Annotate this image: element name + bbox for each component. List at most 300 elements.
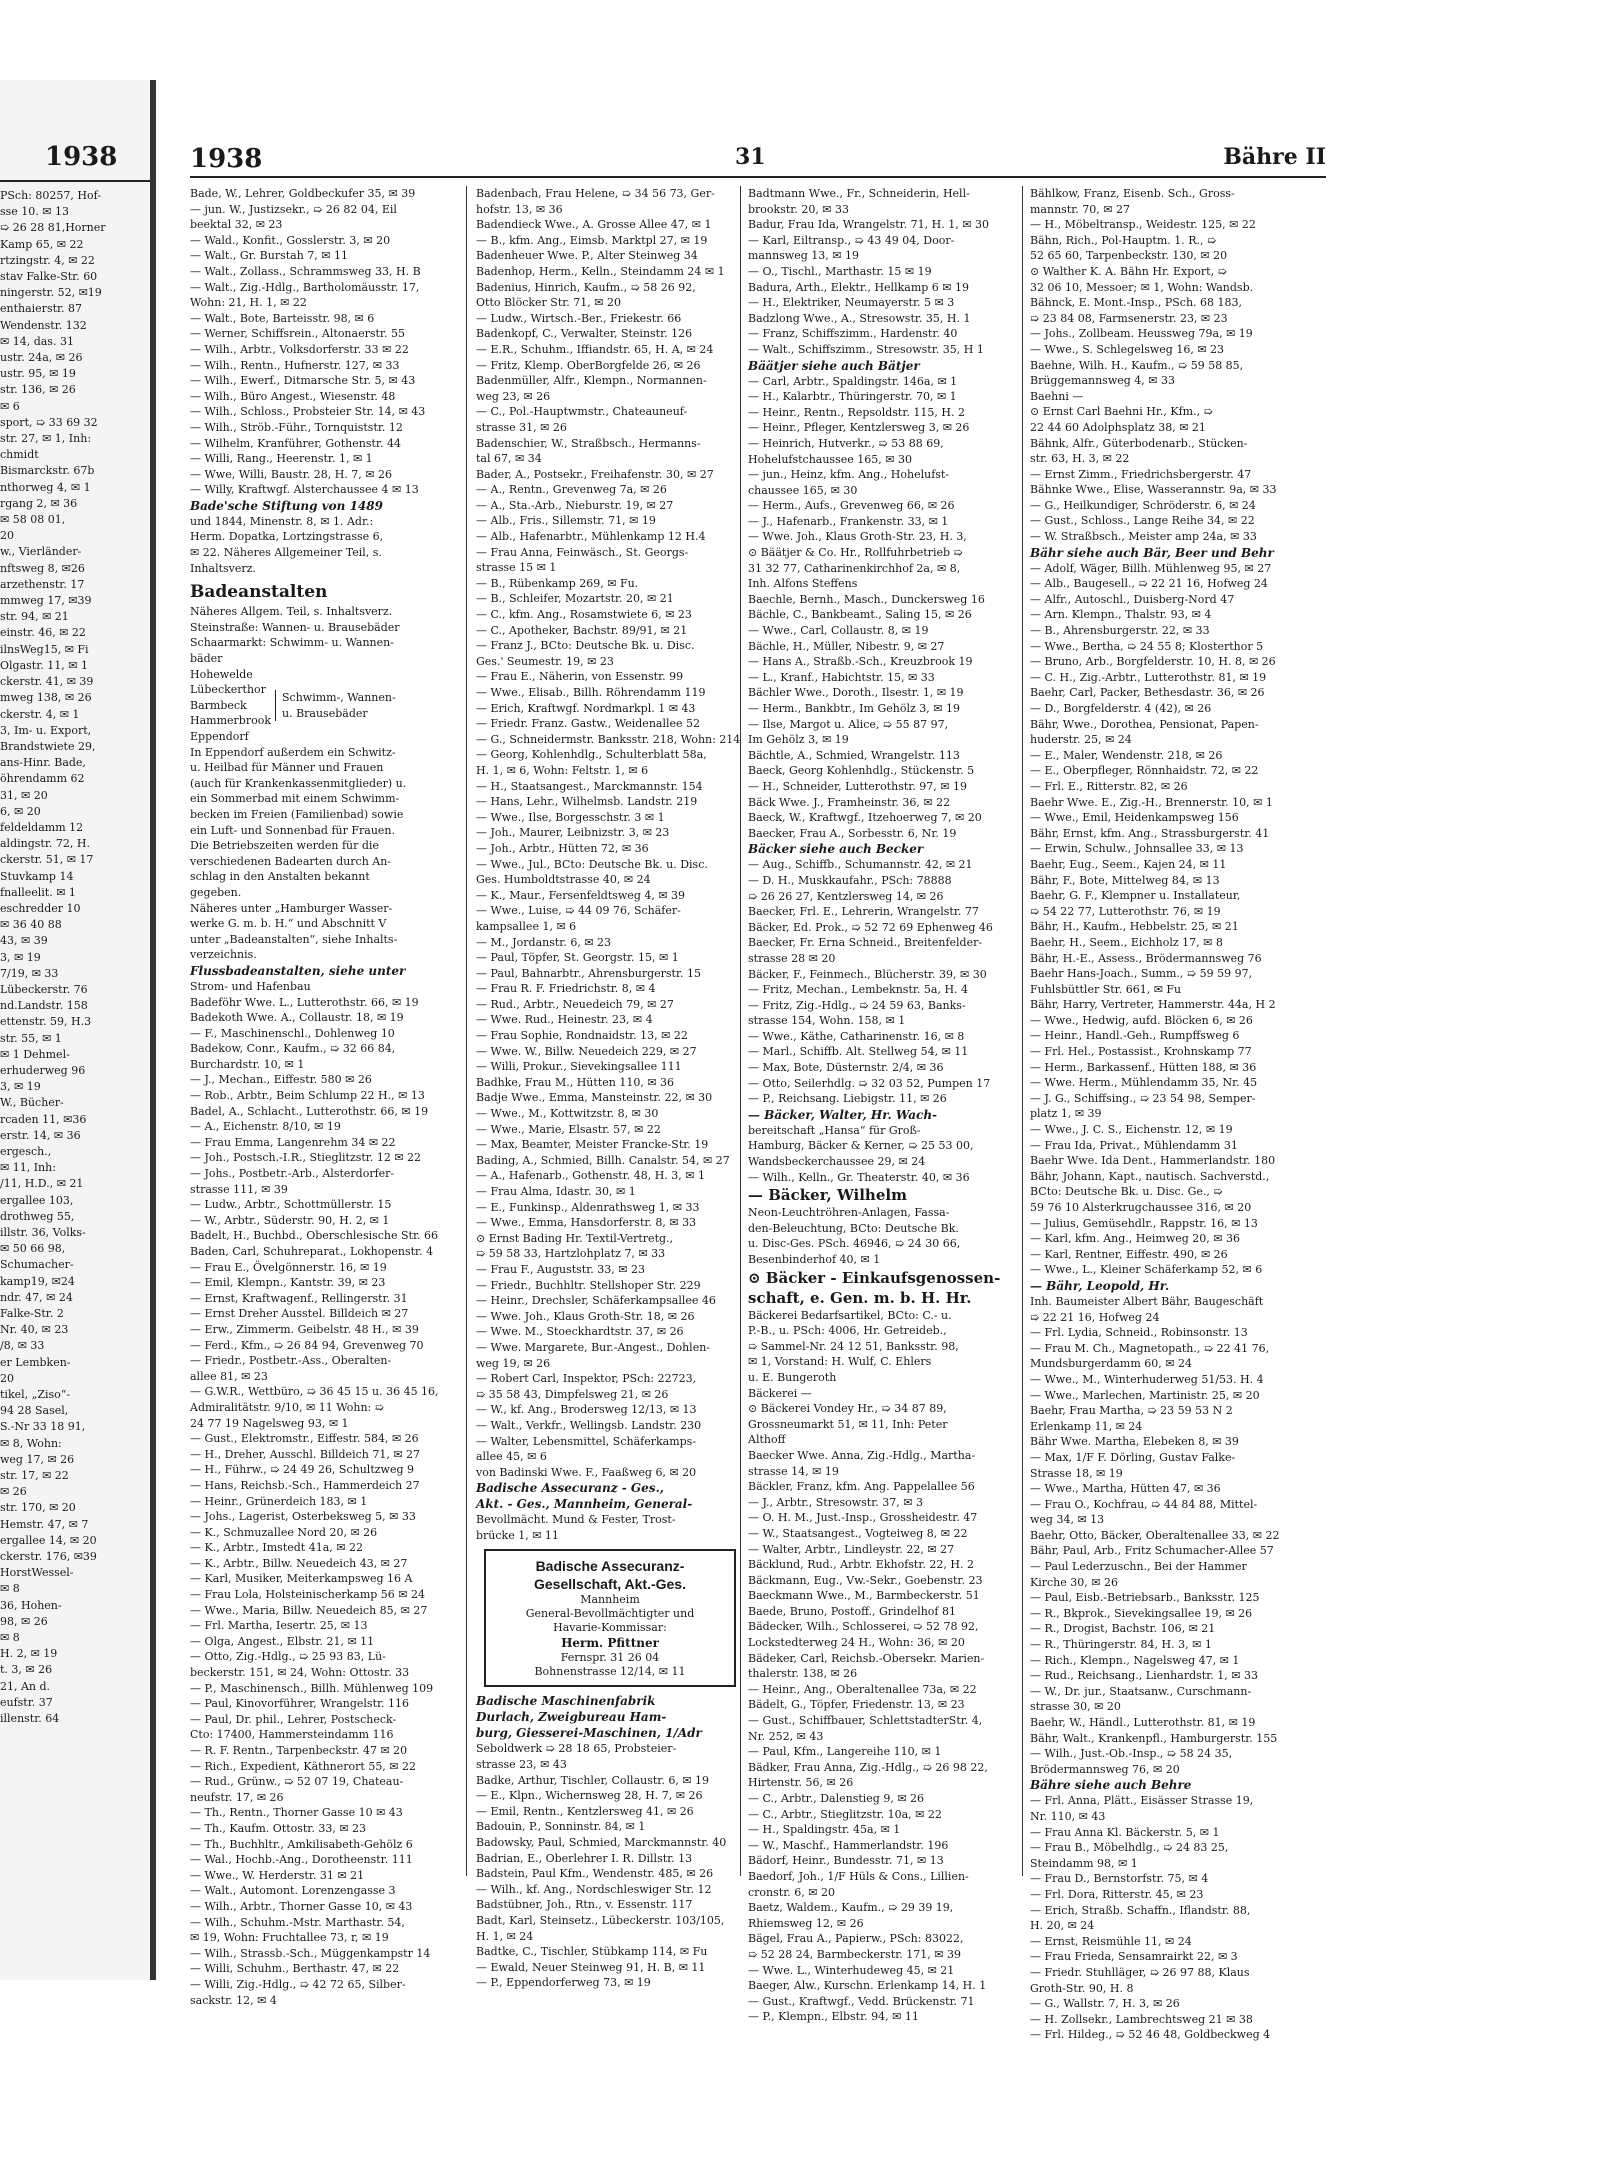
directory-entry: — Willi, Prokur., Sievekingsallee 111 <box>476 1060 682 1074</box>
directory-entry: H. 20, ✉ 24 <box>1030 1919 1095 1933</box>
previous-page-line: fnalleelit. ✉ 1 <box>0 885 76 899</box>
directory-entry: — K., Arbtr., Billw. Neuedeich 43, ✉ 27 <box>190 1556 408 1570</box>
directory-entry: — Heinr., Handl.-Geh., Rumpffsweg 6 <box>1030 1029 1240 1043</box>
previous-page-line: t. 3, ✉ 26 <box>0 1663 53 1677</box>
directory-entry: — Heinr., Ang., Oberaltenallee 73a, ✉ 22 <box>748 1682 977 1696</box>
directory-entry: Hohelufstchaussee 165, ✉ 30 <box>748 452 912 466</box>
directory-entry: — G., Heilkundiger, Schröderstr. 6, ✉ 24 <box>1030 498 1256 512</box>
directory-entry: — Karl, Eiltransp., ➯ 43 49 04, Door- <box>748 233 955 247</box>
directory-entry: Badhke, Frau M., Hütten 110, ✉ 36 <box>476 1075 675 1089</box>
directory-entry: — F., Maschinenschl., Dohlenweg 10 <box>190 1026 395 1040</box>
previous-page-line: 20 <box>0 1371 14 1385</box>
directory-entry: — D., Borgfelderstr. 4 (42), ✉ 26 <box>1030 702 1212 715</box>
directory-entry: Badtmann Wwe., Fr., Schneiderin, Hell- <box>748 187 970 200</box>
directory-entry: ⊙ Bäätjer & Co. Hr., Rollfuhrbetrieb ➯ <box>748 546 963 560</box>
previous-page-line: ilnsWeg15, ✉ Fi <box>0 642 89 656</box>
previous-page-line: er Lembken- <box>0 1355 71 1369</box>
directory-entry: Mundsburgerdamm 60, ✉ 24 <box>1030 1357 1192 1371</box>
directory-entry: — Wilh., Kelln., Gr. Theaterstr. 40, ✉ 36 <box>748 1170 970 1184</box>
directory-entry: — Bruno, Arb., Borgfelderstr. 10, H. 8, ✉ 26 <box>1030 655 1276 669</box>
directory-entry: und 1844, Minenstr. 8, ✉ 1. Adr.: <box>190 514 374 528</box>
directory-entry: — Ernst, Kraftwagenf., Rellingerstr. 31 <box>190 1291 408 1305</box>
directory-entry: 52 65 60, Tarpenbeckstr. 130, ✉ 20 <box>1030 249 1228 263</box>
directory-entry: Badenius, Hinrich, Kaufm., ➯ 58 26 92, <box>476 280 696 294</box>
directory-entry: Baecker, Frl. E., Lehrerin, Wrangelstr. 77 <box>748 905 979 919</box>
directory-entry: — Frau Anna Kl. Bäckerstr. 5, ✉ 1 <box>1030 1825 1220 1839</box>
previous-page-line: ustr. 24a, ✉ 26 <box>0 351 83 365</box>
directory-entry: — O. H. M., Just.-Insp., Grossheidestr. 47 <box>748 1511 978 1525</box>
directory-entry: Badstübner, Joh., Rtn., v. Essenstr. 117 <box>476 1898 693 1912</box>
directory-entry: Badendieck Wwe., A. Grosse Allee 47, ✉ 1 <box>476 218 712 232</box>
previous-page-line: erstr. 14, ✉ 36 <box>0 1128 81 1142</box>
previous-page-line: nthorweg 4, ✉ 1 <box>0 480 91 494</box>
directory-entry: — Wwe. Rud., Heinestr. 23, ✉ 4 <box>476 1013 653 1027</box>
directory-entry: Bächle, C., Bankbeamt., Saling 15, ✉ 26 <box>748 608 972 622</box>
directory-entry: — Wilh., Ewerf., Ditmarsche Str. 5, ✉ 43 <box>190 374 416 388</box>
section-heading: Badeanstalten <box>190 582 328 603</box>
directory-entry: — Herm., Bankbtr., Im Gehölz 3, ✉ 19 <box>748 702 960 715</box>
directory-entry: verzeichnis. <box>190 948 257 962</box>
directory-entry: — Frl. Hel., Postassist., Krohnskamp 77 <box>1030 1045 1252 1059</box>
directory-entry: — Frau M. Ch., Magnetopath., ➯ 22 41 76, <box>1030 1341 1270 1355</box>
directory-entry: Badke, Arthur, Tischler, Collaustr. 6, ✉ 19 <box>476 1773 710 1787</box>
directory-entry: — A., Sta.-Arb., Nieburstr. 19, ✉ 27 <box>476 498 674 512</box>
previous-page-line: ckerstr. 4, ✉ 1 <box>0 707 80 721</box>
previous-page-line: ckerstr. 41, ✉ 39 <box>0 675 94 689</box>
previous-page-line: /11, H.D., ✉ 21 <box>0 1177 84 1191</box>
directory-entry: — Ludw., Arbtr., Schottmüllerstr. 15 <box>190 1198 392 1212</box>
previous-page-line: ckerstr. 176, ✉39 <box>0 1550 97 1564</box>
directory-entry: huderstr. 25, ✉ 24 <box>1030 733 1132 747</box>
directory-entry: Althoff <box>748 1433 786 1447</box>
previous-page-line: ✉ 50 66 98, <box>0 1242 66 1256</box>
directory-entry: — jun. W., Justizsekr., ➯ 26 82 04, Eil <box>190 202 397 216</box>
directory-entry: H. 1, ✉ 24 <box>476 1929 534 1943</box>
directory-entry: tal 67, ✉ 34 <box>476 452 542 466</box>
directory-entry: Bäcker, F., Feinmech., Blücherstr. 39, ✉ 30 <box>748 967 987 981</box>
directory-entry: — Frl. Lydia, Schneid., Robinsonstr. 13 <box>1030 1326 1248 1340</box>
directory-entry: — Marl., Schiffb. Alt. Stellweg 54, ✉ 11 <box>748 1045 969 1059</box>
previous-page-line: str. 55, ✉ 1 <box>0 1031 62 1045</box>
advertisement-box <box>484 1549 736 1687</box>
directory-entry: 59 76 10 Alsterkrugchaussee 316, ✉ 20 <box>1030 1201 1252 1214</box>
directory-entry: — H. Zollsekr., Lambrechtsweg 21 ✉ 38 <box>1030 2012 1253 2026</box>
directory-entry: Baehr, Frau Martha, ➯ 23 59 53 N 2 <box>1030 1404 1233 1418</box>
directory-entry: — Wwe. M., Stoeckhardtstr. 37, ✉ 26 <box>476 1325 684 1339</box>
previous-page-line: chmidt <box>0 448 39 462</box>
previous-page-line: kamp19, ✉24 <box>0 1274 75 1288</box>
directory-entry: Erlenkamp 11, ✉ 24 <box>1030 1419 1143 1433</box>
directory-entry: strasse 154, Wohn. 158, ✉ 1 <box>748 1014 906 1028</box>
advertisement-line: Gesellschaft, Akt.-Ges. <box>534 1576 686 1593</box>
directory-entry: Badje Wwe., Emma, Mansteinstr. 22, ✉ 30 <box>476 1091 713 1105</box>
directory-entry: — Frl. Dora, Ritterstr. 45, ✉ 23 <box>1030 1887 1204 1901</box>
directory-entry: Inh. Baumeister Albert Bähr, Baugeschäft <box>1030 1294 1264 1308</box>
directory-entry: — Fritz, Mechan., Lembeknstr. 5a, H. 4 <box>748 983 969 997</box>
directory-entry: — Paul Lederzuschn., Bei der Hammer <box>1030 1560 1247 1574</box>
advertisement-line: General-Bevollmächtigter und <box>525 1607 695 1621</box>
column-divider <box>740 186 741 1876</box>
directory-entry: 31 32 77, Catharinenkirchhof 2a, ✉ 8, <box>748 561 961 575</box>
directory-entry: — Olga, Angest., Elbstr. 21, ✉ 11 <box>190 1634 375 1648</box>
directory-entry: Bähr, Paul, Arb., Fritz Schumacher-Allee 57 <box>1030 1544 1274 1558</box>
directory-entry: — C., Apotheker, Bachstr. 89/91, ✉ 21 <box>476 623 688 637</box>
directory-entry: hofstr. 13, ✉ 36 <box>476 202 563 216</box>
directory-entry: Bäcker, Ed. Prok., ➯ 52 72 69 Ephenweg 46 <box>748 920 993 934</box>
bath-location-list <box>190 667 458 745</box>
directory-entry: Badowsky, Paul, Schmied, Marckmannstr. 40 <box>476 1836 727 1850</box>
directory-entry: Steinstraße: Wannen- u. Brausebäder <box>190 620 400 634</box>
directory-entry: brücke 1, ✉ 11 <box>476 1528 559 1542</box>
header-rule <box>190 176 1326 178</box>
directory-entry: ➯ Sammel-Nr. 24 12 51, Banksstr. 98, <box>748 1339 959 1353</box>
directory-entry: Wandsbeckerchaussee 29, ✉ 24 <box>748 1155 926 1169</box>
directory-entry: — Ernst, Reismühle 11, ✉ 24 <box>1030 1934 1192 1948</box>
previous-page-line: Hemstr. 47, ✉ 7 <box>0 1517 89 1531</box>
directory-entry: — K., Maur., Fersenfeldtsweg 4, ✉ 39 <box>476 888 686 902</box>
directory-entry: Badelt, H., Buchbd., Oberschlesische Str. 66 <box>190 1229 438 1243</box>
directory-entry: ⊙ Ernst Carl Baehni Hr., Kfm., ➯ <box>1030 405 1213 419</box>
directory-entry: Ges. Humboldtstrasse 40, ✉ 24 <box>476 873 651 887</box>
directory-entry: — B., kfm. Ang., Eimsb. Marktpl 27, ✉ 19 <box>476 233 708 247</box>
directory-entry: Badenhop, Herm., Kelln., Steindamm 24 ✉ 1 <box>476 264 725 278</box>
directory-entry: Bächler Wwe., Doroth., Ilsestr. 1, ✉ 19 <box>748 686 964 700</box>
directory-entry: — Wwe., M., Winterhuderweg 51/53. H. 4 <box>1030 1372 1264 1386</box>
directory-entry: — Willy, Kraftwgf. Alsterchaussee 4 ✉ 13 <box>190 483 419 497</box>
directory-entry: weg 34, ✉ 13 <box>1030 1513 1105 1527</box>
directory-entry: Bädker, Frau Anna, Zig.-Hdlg., ➯ 26 98 22, <box>748 1760 988 1774</box>
directory-entry: — Friedr., Buchhltr. Stellshoper Str. 229 <box>476 1278 701 1292</box>
directory-entry: — Alb., Hafenarbtr., Mühlenkamp 12 H.4 <box>476 530 706 544</box>
entry-heading: Badische Assecuranz - Ges., <box>476 1481 664 1496</box>
previous-page-year: 1938 <box>45 142 118 172</box>
directory-entry: — Ilse, Margot u. Alice, ➯ 55 87 97, <box>748 717 949 731</box>
directory-entry: bäder <box>190 652 223 666</box>
directory-entry: — C. H., Zig.-Arbtr., Lutterothstr. 81, ✉ 19 <box>1030 670 1267 684</box>
directory-entry: — Frau Alma, Idastr. 30, ✉ 1 <box>476 1185 636 1198</box>
directory-entry: — W. Straßbsch., Meister amp 24a, ✉ 33 <box>1030 530 1257 544</box>
directory-entry: — Frau B., Möbelhdlg., ➯ 24 83 25, <box>1030 1841 1229 1855</box>
directory-entry: — W., Staatsangest., Vogteiweg 8, ✉ 22 <box>748 1526 968 1540</box>
directory-entry: — Frau D., Bernstorfstr. 75, ✉ 4 <box>1030 1872 1209 1886</box>
directory-entry: — Frau O., Kochfrau, ➯ 44 84 88, Mittel- <box>1030 1497 1258 1511</box>
directory-entry: Bähnke Wwe., Elise, Wasserannstr. 9a, ✉ 33 <box>1030 483 1277 497</box>
directory-entry: — Gust., Schloss., Lange Reihe 34, ✉ 22 <box>1030 514 1255 528</box>
directory-entry: ✉ 19, Wohn: Fruchtallee 73, r, ✉ 19 <box>190 1931 389 1945</box>
previous-page-line: ✉ 8, Wohn: <box>0 1436 62 1450</box>
directory-entry: — Julius, Gemüsehdlr., Rappstr. 16, ✉ 13 <box>1030 1216 1258 1230</box>
directory-entry: ➯ 23 84 08, Farmsenerstr. 23, ✉ 23 <box>1030 311 1228 325</box>
directory-entry: — Wwe, Willi, Baustr. 28, H. 7, ✉ 26 <box>190 467 393 481</box>
directory-entry: — Heinr., Rentn., Repsoldstr. 115, H. 2 <box>748 405 965 419</box>
directory-entry: Bähr, Ernst, kfm. Ang., Strassburgerstr. 41 <box>1030 826 1270 840</box>
directory-entry: — G., Wallstr. 7, H. 3, ✉ 26 <box>1030 1997 1180 2011</box>
directory-entry: In Eppendorf außerdem ein Schwitz- <box>190 745 396 759</box>
directory-entry: — Wwe., M., Kottwitzstr. 8, ✉ 30 <box>476 1107 659 1121</box>
directory-entry: — Wilh., Büro Angest., Wiesenstr. 48 <box>190 389 396 403</box>
previous-page-line: Kamp 65, ✉ 22 <box>0 237 84 251</box>
directory-entry: — Johs., Lagerist, Osterbeksweg 5, ✉ 33 <box>190 1510 416 1524</box>
entry-heading: burg, Giesserei-Maschinen, 1/Adr <box>476 1726 702 1741</box>
previous-page-line: 6, ✉ 20 <box>0 804 41 818</box>
directory-entry: — Wwe., Emma, Hansdorferstr. 8, ✉ 33 <box>476 1216 697 1230</box>
directory-entry: strasse 28 ✉ 20 <box>748 951 836 965</box>
previous-page-line: eschredder 10 <box>0 901 81 915</box>
directory-entry: Bade, W., Lehrer, Goldbeckufer 35, ✉ 39 <box>190 187 416 200</box>
directory-entry: Admiralitätstr. 9/10, ✉ 11 Wohn: ➯ <box>190 1400 384 1414</box>
directory-entry: Bähr, Johann, Kapt., nautisch. Sachverstd., <box>1030 1169 1270 1183</box>
previous-page-line: 3, ✉ 19 <box>0 1080 41 1094</box>
entry-heading: Badische Maschinenfabrik <box>476 1694 656 1709</box>
directory-entry: Wohn: 21, H. 1, ✉ 22 <box>190 296 307 310</box>
directory-entry: ➯ 22 21 16, Hofweg 24 <box>1030 1310 1160 1324</box>
directory-entry: strasse 30, ✉ 20 <box>1030 1700 1121 1714</box>
directory-entry: — Wal., Hochb.-Ang., Dorotheenstr. 111 <box>190 1853 413 1867</box>
directory-entry: von Badinski Wwe. F., Faaßweg 6, ✉ 20 <box>476 1465 697 1479</box>
directory-entry: — Wwe., Marie, Elsastr. 57, ✉ 22 <box>476 1122 661 1136</box>
previous-page-line: ergallee 14, ✉ 20 <box>0 1533 97 1547</box>
directory-entry: — Adolf, Wäger, Billh. Mühlenweg 95, ✉ 27 <box>1030 561 1272 575</box>
directory-entry: Näheres unter „Hamburger Wasser- <box>190 901 393 915</box>
previous-page-line: ✉ 26 <box>0 1485 27 1499</box>
directory-entry: — Werner, Schiffsrein., Altonaerstr. 55 <box>190 327 405 341</box>
previous-page-line: ✉ 6 <box>0 399 20 413</box>
directory-entry: verschiedenen Badearten durch An- <box>190 854 392 868</box>
directory-entry: — Frau R. F. Friedrichstr. 8, ✉ 4 <box>476 982 656 996</box>
directory-entry: — Frau F., Auguststr. 33, ✉ 23 <box>476 1262 645 1276</box>
directory-entry: — Joh., Arbtr., Hütten 72, ✉ 36 <box>476 841 649 855</box>
directory-entry: Schaarmarkt: Schwimm- u. Wannen- <box>190 636 394 650</box>
previous-page-line: 3, ✉ 19 <box>0 950 41 964</box>
previous-page-line: /8, ✉ 33 <box>0 1339 45 1353</box>
directory-entry: u. E. Bungeroth <box>748 1370 837 1384</box>
previous-page-line: mweg 138, ✉ 26 <box>0 691 92 705</box>
directory-entry: str. 63, H. 3, ✉ 22 <box>1030 452 1130 466</box>
previous-page-line: 20 <box>0 529 14 543</box>
directory-entry: Badura, Arth., Elektr., Hellkamp 6 ✉ 19 <box>748 280 969 294</box>
advertisement-line: Bohnenstrasse 12/14, ✉ 11 <box>534 1665 686 1679</box>
directory-entry: — Joh., Maurer, Leibnizstr. 3, ✉ 23 <box>476 826 670 840</box>
previous-page-line: stav Falke-Str. 60 <box>0 270 98 284</box>
previous-page-line: H. 2, ✉ 19 <box>0 1647 58 1661</box>
directory-entry: — P., Eppendorferweg 73, ✉ 19 <box>476 1976 651 1990</box>
previous-page-line: illstr. 36, Volks- <box>0 1226 86 1239</box>
column-divider <box>466 186 467 1876</box>
directory-entry: Baehni — <box>1030 389 1084 403</box>
bath-location-services: Schwimm-, Wannen- u. Brausebäder <box>275 690 396 721</box>
directory-entry: — Wwe., Emil, Heidenkampsweg 156 <box>1030 811 1239 825</box>
directory-entry: Bähr, Wwe., Dorothea, Pensionat, Papen- <box>1030 717 1259 731</box>
directory-entry: Nr. 110, ✉ 43 <box>1030 1809 1106 1823</box>
entry-heading: Bäcker siehe auch Becker <box>748 842 924 857</box>
directory-entry: Baecker Wwe. Anna, Zig.-Hdlg., Martha- <box>748 1448 976 1462</box>
directory-entry: 22 44 60 Adolphsplatz 38, ✉ 21 <box>1030 420 1206 434</box>
directory-entry: mannsweg 13, ✉ 19 <box>748 249 859 263</box>
directory-entry: strasse 15 ✉ 1 <box>476 561 557 575</box>
directory-entry: — Georg, Kohlenhdlg., Schulterblatt 58a, <box>476 748 707 762</box>
directory-entry: Baecker, Frau A., Sorbesstr. 6, Nr. 19 <box>748 826 957 840</box>
directory-entry: — W., kf. Ang., Brodersweg 12/13, ✉ 13 <box>476 1403 697 1417</box>
directory-entry: — P., Maschinensch., Billh. Mühlenweg 109 <box>190 1681 434 1695</box>
running-keyword: Bähre II <box>1223 144 1326 170</box>
directory-entry: — Walt., Automont. Lorenzengasse 3 <box>190 1884 396 1898</box>
directory-entry: Baetz, Waldem., Kaufm., ➯ 29 39 19, <box>748 1901 954 1915</box>
directory-entry: — Erich, Kraftwgf. Nordmarkpl. 1 ✉ 43 <box>476 701 696 715</box>
directory-entry: — Wilh., kf. Ang., Nordschleswiger Str. 12 <box>476 1882 712 1896</box>
directory-entry: — E., Maler, Wendenstr. 218, ✉ 26 <box>1030 748 1223 762</box>
previous-page-line: ✉ 58 08 01, <box>0 513 66 527</box>
previous-page-line: PSch: 80257, Hof- <box>0 189 101 202</box>
book-gutter <box>150 80 156 1980</box>
directory-entry: — Heinr., Drechsler, Schäferkampsallee 46 <box>476 1294 716 1308</box>
previous-page-line: 31, ✉ 20 <box>0 788 48 802</box>
directory-entry: — Rich., Klempn., Nagelsweg 47, ✉ 1 <box>1030 1653 1240 1667</box>
directory-entry: — Wilhelm, Kranführer, Gothenstr. 44 <box>190 436 401 450</box>
directory-entry: — Erw., Zimmerm. Geibelstr. 48 H., ✉ 39 <box>190 1322 419 1336</box>
directory-entry: — H., Schneider, Lutterothstr. 97, ✉ 19 <box>748 779 968 793</box>
directory-entry: — Ewald, Neuer Steinweg 91, H. B, ✉ 11 <box>476 1960 706 1974</box>
advertisement-line: Havarie-Kommissar: <box>553 1621 667 1635</box>
page-header <box>190 138 1326 178</box>
directory-entry: — Hans A., Straßb.-Sch., Kreuzbrook 19 <box>748 655 973 669</box>
directory-entry: — Wwe., Luise, ➯ 44 09 76, Schäfer- <box>476 904 681 918</box>
directory-entry: — Th., Kaufm. Ottostr. 33, ✉ 23 <box>190 1821 367 1835</box>
previous-page-line: rtzingstr. 4, ✉ 22 <box>0 253 95 267</box>
directory-entry: Otto Blöcker Str. 71, ✉ 20 <box>476 296 621 310</box>
directory-entry: — Frl. Martha, Iesertr. 25, ✉ 13 <box>190 1619 368 1633</box>
directory-entry: Bächle, H., Müller, Nibestr. 9, ✉ 27 <box>748 639 945 653</box>
directory-entry: Badenbach, Frau Helene, ➯ 34 56 73, Ger- <box>476 187 715 200</box>
directory-entry: — H., Staatsangest., Marckmannstr. 154 <box>476 779 703 793</box>
directory-entry: — G., Schneidermstr. Banksstr. 218, Wohn: 214 <box>476 732 741 746</box>
directory-entry: Bäckerei — <box>748 1386 812 1400</box>
directory-entry: Badekow, Conr., Kaufm., ➯ 32 66 84, <box>190 1042 396 1056</box>
directory-entry: — Rud., Grünw., ➯ 52 07 19, Chateau- <box>190 1775 404 1789</box>
directory-entry: strasse 14, ✉ 19 <box>748 1464 839 1478</box>
directory-entry: — Wwe. W., Billw. Neuedeich 229, ✉ 27 <box>476 1044 697 1058</box>
previous-page-line: rgang 2, ✉ 36 <box>0 496 78 510</box>
directory-entry: sackstr. 12, ✉ 4 <box>190 1993 277 2007</box>
previous-page-line: enthaierstr. 87 <box>0 302 83 316</box>
directory-entry: Badur, Frau Ida, Wrangelstr. 71, H. 1, ✉ 30 <box>748 218 989 232</box>
previous-page-line: rcaden 11, ✉36 <box>0 1112 87 1126</box>
directory-entry: — Paul, Dr. phil., Lehrer, Postscheck- <box>190 1712 397 1726</box>
directory-entry: (auch für Krankenkassenmitglieder) u. <box>190 776 407 790</box>
directory-entry: platz 1, ✉ 39 <box>1030 1107 1102 1121</box>
directory-entry: ⊙ Bäckerei Vondey Hr., ➯ 34 87 89, <box>748 1402 947 1416</box>
directory-entry: — Rob., Arbtr., Beim Schlump 22 H., ✉ 13 <box>190 1089 425 1103</box>
directory-entry: — Frau Lola, Holsteinischerkamp 56 ✉ 24 <box>190 1588 426 1602</box>
directory-entry: — Robert Carl, Inspektor, PSch: 22723, <box>476 1372 697 1386</box>
directory-entry: Baehr Hans-Joach., Summ., ➯ 59 59 97, <box>1030 967 1253 981</box>
directory-entry: Badouin, P., Sonninstr. 84, ✉ 1 <box>476 1820 646 1834</box>
directory-entry: Inhaltsverz. <box>190 561 256 575</box>
entry-heading: Akt. - Ges., Mannheim, General- <box>476 1497 693 1512</box>
directory-entry: Brüggemannsweg 4, ✉ 33 <box>1030 374 1175 388</box>
directory-entry: beektal 32, ✉ 23 <box>190 218 283 232</box>
directory-entry: — Wilh., Arbtr., Thorner Gasse 10, ✉ 43 <box>190 1899 413 1913</box>
business-heading: — Bäcker, Wilhelm <box>748 1186 907 1205</box>
previous-page-line: weg 17, ✉ 26 <box>0 1452 75 1466</box>
previous-page-line: str. 94, ✉ 21 <box>0 610 69 624</box>
directory-entry: — Ferd., Kfm., ➯ 26 84 94, Grevenweg 70 <box>190 1338 424 1352</box>
directory-entry: — Wilh., Just.-Ob.-Insp., ➯ 58 24 35, <box>1030 1747 1233 1761</box>
directory-entry: Bäckmann, Eug., Vw.-Sekr., Goebenstr. 23 <box>748 1573 983 1587</box>
directory-entry: Baechle, Bernh., Masch., Dunckersweg 16 <box>748 592 985 606</box>
previous-page-line: ✉ 8 <box>0 1631 20 1645</box>
directory-entry: — Walter, Lebensmittel, Schäferkamps- <box>476 1434 697 1448</box>
directory-entry: den-Beleuchtung, BCto: Deutsche Bk. <box>748 1221 959 1235</box>
previous-page-line: mmweg 17, ✉39 <box>0 594 92 608</box>
directory-entry: — Frau E., Näherin, von Essenstr. 99 <box>476 670 684 684</box>
entry-heading: Durlach, Zweigbureau Ham- <box>476 1710 667 1725</box>
advertisement-line: Fernspr. 31 26 04 <box>560 1651 660 1665</box>
directory-entry: — B., Schleifer, Mozartstr. 20, ✉ 21 <box>476 592 674 606</box>
previous-page-line: 98, ✉ 26 <box>0 1614 48 1628</box>
previous-page-line: öhrendamm 62 <box>0 772 85 786</box>
directory-entry: strasse 31, ✉ 26 <box>476 420 567 434</box>
directory-entry: Badstein, Paul Kfm., Wendenstr. 485, ✉ 26 <box>476 1867 714 1881</box>
directory-entry: ✉ 22. Näheres Allgemeiner Teil, s. <box>190 546 382 560</box>
directory-entry: — Wilh., Rentn., Hufnerstr. 127, ✉ 33 <box>190 358 400 372</box>
directory-entry: Bader, A., Postsekr., Freihafenstr. 30, ✉ 27 <box>476 467 714 481</box>
directory-entry: Baeckmann Wwe., M., Barmbeckerstr. 51 <box>748 1589 980 1603</box>
previous-page-line: Brandstwiete 29, <box>0 739 96 753</box>
directory-entry: — Paul, Kinovorführer, Wrangelstr. 116 <box>190 1697 410 1711</box>
directory-entry: — Karl, Rentner, Eiffestr. 490, ✉ 26 <box>1030 1247 1228 1261</box>
page-number: 31 <box>735 144 766 170</box>
directory-entry: — E., Funkinsp., Aldenrathsweg 1, ✉ 33 <box>476 1200 700 1214</box>
previous-page-line: Nr. 40, ✉ 23 <box>0 1323 69 1337</box>
directory-entry: unter „Badeanstalten“, siehe Inhalts- <box>190 932 398 946</box>
directory-entry: Baeck, W., Kraftwgf., Itzehoerweg 7, ✉ 20 <box>748 811 982 825</box>
entry-heading: Flussbadeanstalten, siehe unter <box>190 963 406 978</box>
directory-entry: Baehr Wwe. E., Zig.-H., Brennerstr. 10, ✉ 1 <box>1030 795 1273 809</box>
previous-page-line: ✉ 11, Inh: <box>0 1161 56 1175</box>
previous-page-line: ➯ 26 28 81,Horner <box>0 221 106 235</box>
advertisement-line: Badische Assecuranz- <box>535 1558 685 1575</box>
directory-entry: — Johs., Postbetr.-Arb., Alsterdorfer- <box>190 1167 395 1181</box>
previous-page-line: Stuvkamp 14 <box>0 869 74 883</box>
directory-entry: — R. F. Rentn., Tarpenbeckstr. 47 ✉ 20 <box>190 1744 408 1757</box>
directory-entry: — Frl. Anna, Plätt., Eisässer Strasse 19, <box>1030 1794 1254 1808</box>
column-2 <box>476 186 744 1991</box>
directory-entry: — Hans, Lehr., Wilhelmsb. Landstr. 219 <box>476 795 698 809</box>
previous-page-line: str. 17, ✉ 22 <box>0 1469 69 1483</box>
previous-page-line: tikel, „Ziso“- <box>0 1388 71 1402</box>
directory-entry: Die Betriebszeiten werden für die <box>190 839 379 853</box>
previous-page-line: drothweg 55, <box>0 1209 75 1223</box>
directory-entry: Badt, Karl, Steinsetz., Lübeckerstr. 103/105, <box>476 1914 725 1927</box>
directory-entry: — Joh., Postsch.-I.R., Stieglitzstr. 12 ✉ 22 <box>190 1151 422 1165</box>
directory-entry: — Alb., Fris., Sillemstr. 71, ✉ 19 <box>476 514 656 528</box>
directory-entry: cronstr. 6, ✉ 20 <box>748 1885 835 1899</box>
directory-entry: Bächtle, A., Schmied, Wrangelstr. 113 <box>748 748 960 762</box>
directory-entry: Baeger, Alw., Kurschn. Erlenkamp 14, H. 1 <box>748 1979 987 1993</box>
directory-entry: Kirche 30, ✉ 26 <box>1030 1575 1118 1589</box>
directory-entry: — K., Schmuzallee Nord 20, ✉ 26 <box>190 1525 378 1539</box>
directory-entry: — H., Dreher, Ausschl. Billdeich 71, ✉ 27 <box>190 1447 421 1461</box>
directory-entry: — Herm., Barkassenf., Hütten 188, ✉ 36 <box>1030 1060 1257 1074</box>
advertisement-line: Herm. Pfittner <box>561 1636 659 1651</box>
directory-entry: Fuhlsbüttler Str. 661, ✉ Fu <box>1030 982 1182 996</box>
directory-entry: BCto: Deutsche Bk. u. Disc. Ge., ➯ <box>1030 1185 1223 1199</box>
directory-entry: Rhiemsweg 12, ✉ 26 <box>748 1916 864 1930</box>
directory-entry: Badekoth Wwe. A., Collaustr. 18, ✉ 19 <box>190 1011 404 1025</box>
directory-entry: — Erwin, Schulw., Johnsallee 33, ✉ 13 <box>1030 842 1244 856</box>
previous-page-line: eufstr. 37 <box>0 1695 53 1709</box>
directory-entry: — Wwe., Marlechen, Martinistr. 25, ✉ 20 <box>1030 1388 1260 1402</box>
